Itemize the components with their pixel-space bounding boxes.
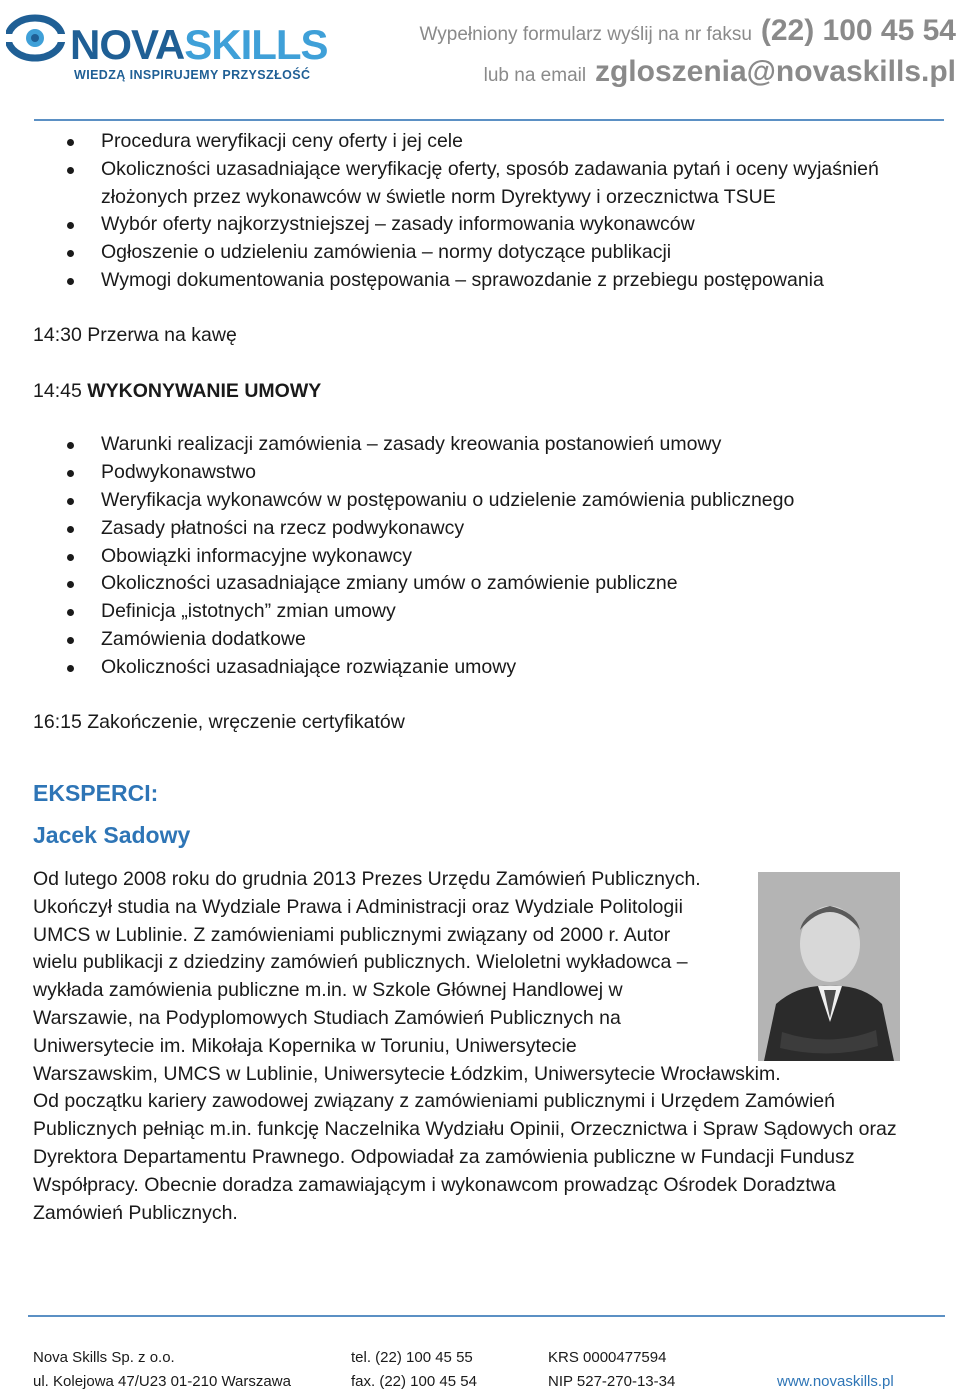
fax-number: (22) 100 45 54 [760, 14, 956, 47]
footer-company-col [33, 1346, 291, 1394]
footer-address: ul. Kolejowa 47/U23 01-210 Warszawa [33, 1373, 291, 1390]
expert-photo [758, 872, 900, 1061]
break-time: 14:30 [33, 323, 82, 346]
list-item: Wybór oferty najkorzystniejszej – zasady informowania wykonawców [33, 211, 945, 239]
header-divider [34, 119, 944, 121]
bio-line: Ukończył studia na Wydziale Prawa i Administracji oraz Wydziale Politologii [33, 895, 683, 918]
expert-bio [33, 866, 945, 1227]
schedule-break [33, 322, 945, 350]
break-label: Przerwa na kawę [87, 323, 237, 346]
bio-line: Uniwersytecie im. Mikołaja Kopernika w Toruniu, Uniwersytecie [33, 1034, 577, 1057]
page-header [0, 0, 960, 122]
footer-krs: KRS 0000477594 [548, 1349, 667, 1366]
experts-heading: EKSPERCI: [33, 780, 159, 807]
email-link[interactable]: zgloszenia@novaskills.pl [594, 55, 956, 88]
logo-eye-icon [6, 14, 66, 74]
list-item: Wymogi dokumentowania postępowania – sprawozdanie z przebiegu postępowania [33, 267, 945, 295]
footer-phone-col [351, 1346, 477, 1394]
bio-line: Warszawskim, UMCS w Lublinie, Uniwersytecie Łódzkim, Uniwersytecie Wrocławskim. [33, 1062, 781, 1085]
list-item: Warunki realizacji zamówienia – zasady kreowania postanowień umowy [33, 431, 945, 459]
bio-line: Od lutego 2008 roku do grudnia 2013 Prezes Urzędu Zamówień Publicznych. [33, 867, 701, 890]
fax-contact [420, 14, 957, 48]
expert-name: Jacek Sadowy [33, 822, 191, 849]
novaskills-logo [6, 12, 351, 86]
bio-line: Warszawie, na Podyplomowych Studiach Zamówień Publicznych na [33, 1006, 621, 1029]
agenda-list-2 [33, 431, 945, 681]
end-label: Zakończenie, wręczenie certyfikatów [87, 710, 405, 733]
list-item: Definicja „istotnych” zmian umowy [33, 598, 945, 626]
list-item: Zamówienia dodatkowe [33, 626, 945, 654]
bio-line: Dyrektora Departamentu Prawnego. Odpowiadał za zamówienia publiczne w Fundacji Fundusz [33, 1145, 855, 1168]
list-item: Okoliczności uzasadniające rozwiązanie umowy [33, 654, 945, 682]
list-item: Weryfikacja wykonawców w postępowaniu o udzielenie zamówienia publicznego [33, 487, 945, 515]
session-title: WYKONYWANIE UMOWY [87, 379, 322, 402]
email-label: lub na email [483, 65, 587, 86]
footer-web-col [777, 1370, 894, 1394]
logo-tagline: WIEDZĄ INSPIRUJEMY PRZYSZŁOŚĆ [74, 68, 311, 82]
end-time: 16:15 [33, 710, 82, 733]
page-content [33, 128, 945, 1227]
schedule-session [33, 378, 945, 406]
session-time: 14:45 [33, 379, 82, 402]
list-item: Procedura weryfikacji ceny oferty i jej cele [33, 128, 945, 156]
bio-line: Współpracy. Obecnie doradza zamawiającym i wykonawcom prowadząc Ośrodek Doradztwa [33, 1173, 836, 1196]
footer-nip: NIP 527-270-13-34 [548, 1373, 676, 1390]
fax-label: Wypełniony formularz wyślij na nr faksu [419, 24, 752, 45]
agenda-list-1 [33, 128, 945, 295]
bio-line: Publicznych pełniąc m.in. funkcję Naczelnika Wydziału Opinii, Orzecznictwa i Spraw Sądowych oraz [33, 1118, 897, 1141]
bio-line: Od początku kariery zawodowej związany z zamówieniami publicznymi i Urzędem Zamówień [33, 1090, 835, 1113]
bio-line: Zamówień Publicznych. [33, 1201, 238, 1224]
list-item: Ogłoszenie o udzieleniu zamówienia – normy dotyczące publikacji [33, 239, 945, 267]
bio-line: wykłada zamówienia publiczne m.in. w Szkole Głównej Handlowej w [33, 979, 623, 1002]
email-contact [484, 55, 956, 89]
list-item: Podwykonawstwo [33, 459, 945, 487]
footer-reg-col [548, 1346, 675, 1394]
footer-divider [28, 1315, 945, 1317]
logo-nova: NOVA [70, 21, 185, 68]
portrait-image [758, 872, 900, 1061]
footer-tel: tel. (22) 100 45 55 [351, 1349, 473, 1366]
logo-wordmark [70, 21, 328, 68]
list-item: Okoliczności uzasadniające zmiany umów o zamówienie publiczne [33, 570, 945, 598]
bio-line: wielu publikacji z dziedziny zamówień publicznych. Wieloletni wykładowca – [33, 951, 688, 974]
list-item: Obowiązki informacyjne wykonawcy [33, 543, 945, 571]
list-item: Zasady płatności na rzecz podwykonawcy [33, 515, 945, 543]
footer-fax: fax. (22) 100 45 54 [351, 1373, 477, 1390]
bio-line: UMCS w Lublinie. Z zamówieniami publicznymi związany od 2000 r. Autor [33, 923, 671, 946]
logo-skills: SKILLS [184, 21, 328, 68]
footer-website-link[interactable]: www.novaskills.pl [777, 1373, 894, 1390]
list-item: Okoliczności uzasadniające weryfikację oferty, sposób zadawania pytań i oceny wyjaśnień złożonych przez wykonawców w świetle norm Dyrektywy i orzecznictwa TSUE [33, 156, 945, 212]
schedule-end [33, 709, 945, 737]
footer-company: Nova Skills Sp. z o.o. [33, 1349, 175, 1366]
